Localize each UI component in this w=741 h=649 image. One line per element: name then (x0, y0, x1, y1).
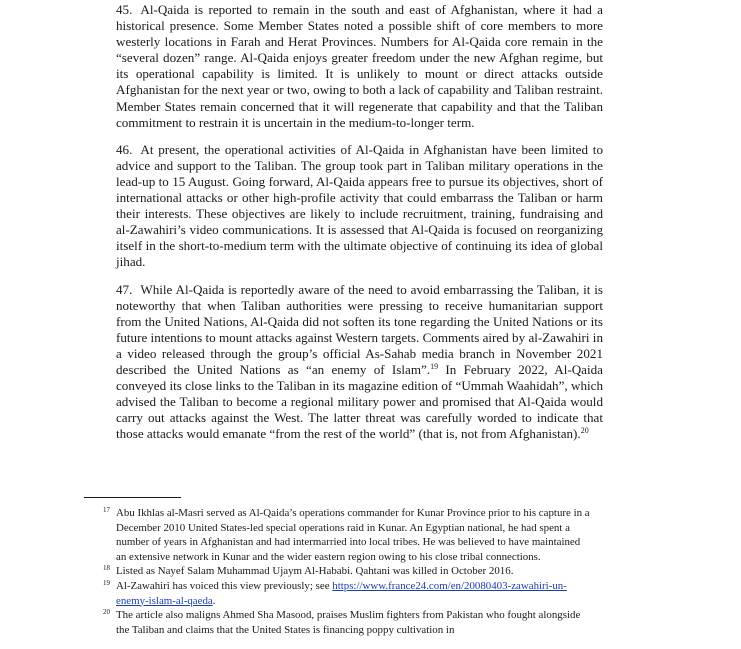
paragraph-text: Al-Qaida is reported to remain in the south and east of Afghanistan, where it had a historical presence. Some Member States noted a possible shift of core members to more westerly locations in Farah and Herat Provinces. Numbers for Al-Qaida core remain in the “several dozen” range. Al-Qaida enjoys greater freedom under the new Afghan regime, but its operational capability is limited. It is unlikely to mount or direct attacks outside Afghanistan for the next year or two, owing to both a lack of capability and Taliban restraint. Member States remain concerned that it will regenerate that capability and that the Taliban commitment to restrain it is uncertain in the medium-to-longer term. (116, 2, 603, 130)
footnote-ref-19[interactable]: 19 (430, 361, 439, 371)
paragraph-text: While Al-Qaida is reportedly aware of the need to avoid embarrassing the Taliban, it is noteworthy that when Taliban authorities were pressing to receive humanitarian support from the United Nations, Al-Qaida did not soften its tone regarding the United Nations or its future intentions to mount attacks against Western targets. Comments aired by al-Zawahiri in a video released through the group’s official As-Sahab media branch in November 2021 described the United Nations as “an enemy of Islam”. (116, 281, 603, 377)
footnote-text: Listed as Nayef Salam Muhammad Ujaym Al-Hababi. Qahtani was killed in October 2016. (116, 565, 514, 578)
footnote-17 (103, 506, 593, 564)
footnote-mark: 18 (103, 564, 110, 573)
footnote-text-end: . (212, 594, 216, 607)
paragraph-46 (116, 142, 603, 271)
footnote-ref-20[interactable]: 20 (580, 426, 589, 436)
main-text (116, 0, 603, 453)
paragraph-text: At present, the operational activities of Al-Qaida in Afghanistan have been limited to advice and support to the Taliban. The group took part in Taliban military operations in the lead-up to 15 August. Going forward, Al-Qaida appears free to pursue its objectives, short of international attacks or other high-profile activity that could embarrass the Taliban or harm their interests. These objectives are likely to include recruitment, training, fundraising and al-Zawahiri’s video communications. It is assessed that Al-Qaida is focused on reorganizing itself in the short-to-medium term with the ultimate objective of continuing its idea of global jihad. (116, 141, 603, 270)
paragraph-45 (116, 2, 603, 131)
paragraph-number: 46. (116, 141, 133, 157)
footnote-text: Abu Ikhlas al-Masri served as Al-Qaida’s operations commander for Kunar Province prior to his capture in a December 2010 United States-led special operations raid in Kunar. An Egyptian national, he had spent a number of years in Afghanistan and had intermarried into local tribes. He was believed to have maintained an extensive network in Kunar and the wider eastern region owing to his close tribal connections. (116, 507, 590, 563)
footnote-18 (103, 564, 593, 579)
paragraph-number: 45. (116, 2, 133, 17)
footnote-separator (84, 497, 181, 498)
footnote-text: Al-Zawahiri has voiced this view previously; see (116, 579, 333, 592)
footnote-text: The article also maligns Ahmed Sha Masood, praises Muslim fighters from Pakistan who fought alongside the Taliban and claims that the United States is financing poppy cultivation in (116, 609, 581, 636)
france24-link[interactable]: https://www.france24.com/en/20080403-zawahiri-un-enemy-islam-al-qaeda (116, 579, 567, 607)
footnote-19 (103, 579, 593, 608)
paragraph-text: In February 2022, Al-Qaida conveyed its close links to the Taliban in its magazine edition of “Ummah Waahidah”, which advised the Taliban to become a regional military power and promised that Al-Qaida would carry out attacks against the West. The latter threat was carefully worded to indicate that those attacks would emanate “from the rest of the world” (that is, not from Afghanistan). (116, 361, 603, 442)
paragraph-number: 47. (116, 281, 133, 297)
footnote-20 (103, 608, 593, 637)
paragraph-47 (116, 282, 603, 443)
footnote-mark: 20 (103, 608, 110, 617)
footnotes (103, 506, 593, 637)
footnote-mark: 19 (103, 578, 110, 587)
footnote-mark: 17 (103, 506, 110, 514)
